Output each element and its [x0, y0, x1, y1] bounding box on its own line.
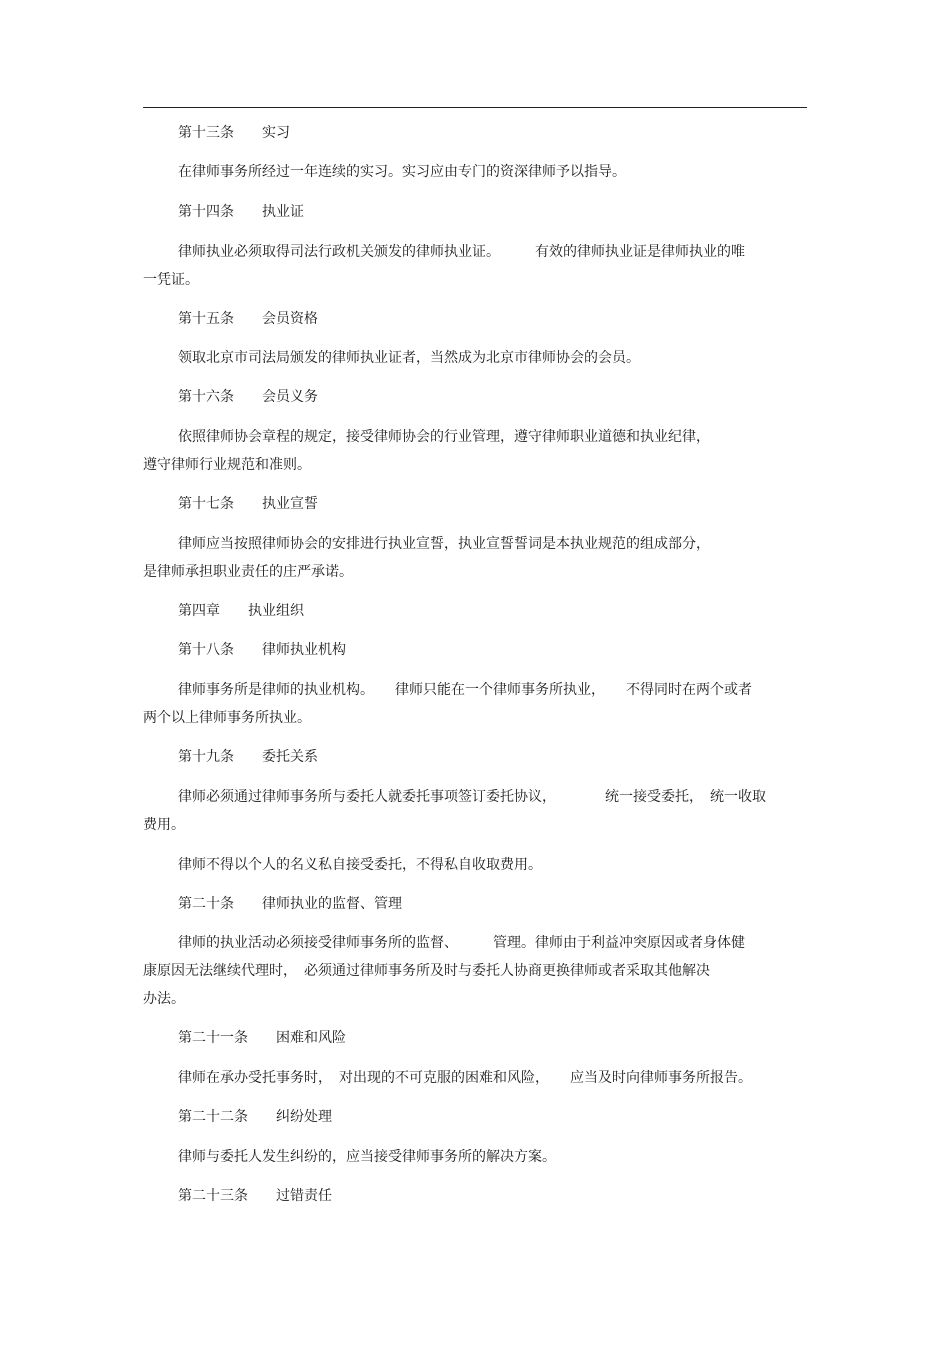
article-19-heading: 第十九条 委托关系	[178, 749, 318, 765]
article-18-body-line-2: 两个以上律师事务所执业。	[143, 710, 311, 726]
article-16-heading: 第十六条 会员义务	[178, 389, 318, 405]
article-21-body: 律师在承办受托事务时， 对出现的不可克服的困难和风险， 应当及时向律师事务所报告。	[178, 1070, 752, 1086]
article-15-heading: 第十五条 会员资格	[178, 311, 318, 327]
article-19-body-line-3: 律师不得以个人的名义私自接受委托，不得私自收取费用。	[178, 857, 542, 873]
article-20-body-line-3: 办法。	[143, 991, 185, 1007]
article-18-body-line-1: 律师事务所是律师的执业机构。 律师只能在一个律师事务所执业， 不得同时在两个或者	[178, 682, 752, 698]
article-20-body-line-2: 康原因无法继续代理时， 必须通过律师事务所及时与委托人协商更换律师或者采取其他解决	[143, 963, 710, 979]
article-19-body-line-2: 费用。	[143, 817, 185, 833]
article-22-body: 律师与委托人发生纠纷的，应当接受律师事务所的解决方案。	[178, 1149, 556, 1165]
article-17-body-line-1: 律师应当按照律师协会的安排进行执业宣誓，执业宣誓誓词是本执业规范的组成部分，	[178, 536, 710, 552]
article-15-body: 领取北京市司法局颁发的律师执业证者，当然成为北京市律师协会的会员。	[178, 350, 640, 366]
article-23-heading: 第二十三条 过错责任	[178, 1188, 332, 1204]
article-20-body-line-1: 律师的执业活动必须接受律师事务所的监督、 管理。律师由于利益冲突原因或者身体健	[178, 935, 745, 951]
article-13-body: 在律师事务所经过一年连续的实习。实习应由专门的资深律师予以指导。	[178, 164, 626, 180]
article-14-body-line-1: 律师执业必须取得司法行政机关颁发的律师执业证。 有效的律师执业证是律师执业的唯	[178, 244, 745, 260]
article-22-heading: 第二十二条 纠纷处理	[178, 1109, 332, 1125]
header-rule	[143, 107, 807, 108]
article-14-body-line-2: 一凭证。	[143, 272, 199, 288]
article-18-heading: 第十八条 律师执业机构	[178, 642, 346, 658]
article-16-body-line-1: 依照律师协会章程的规定，接受律师协会的行业管理，遵守律师职业道德和执业纪律，	[178, 429, 710, 445]
article-14-heading: 第十四条 执业证	[178, 204, 304, 220]
article-20-heading: 第二十条 律师执业的监督、管理	[178, 896, 402, 912]
article-21-heading: 第二十一条 困难和风险	[178, 1030, 346, 1046]
article-17-body-line-2: 是律师承担职业责任的庄严承诺。	[143, 564, 353, 580]
chapter-4-heading: 第四章 执业组织	[178, 603, 304, 619]
article-17-heading: 第十七条 执业宣誓	[178, 496, 318, 512]
article-13-heading: 第十三条 实习	[178, 125, 290, 141]
article-16-body-line-2: 遵守律师行业规范和准则。	[143, 457, 311, 473]
article-19-body-line-1: 律师必须通过律师事务所与委托人就委托事项签订委托协议， 统一接受委托， 统一收取	[178, 789, 766, 805]
